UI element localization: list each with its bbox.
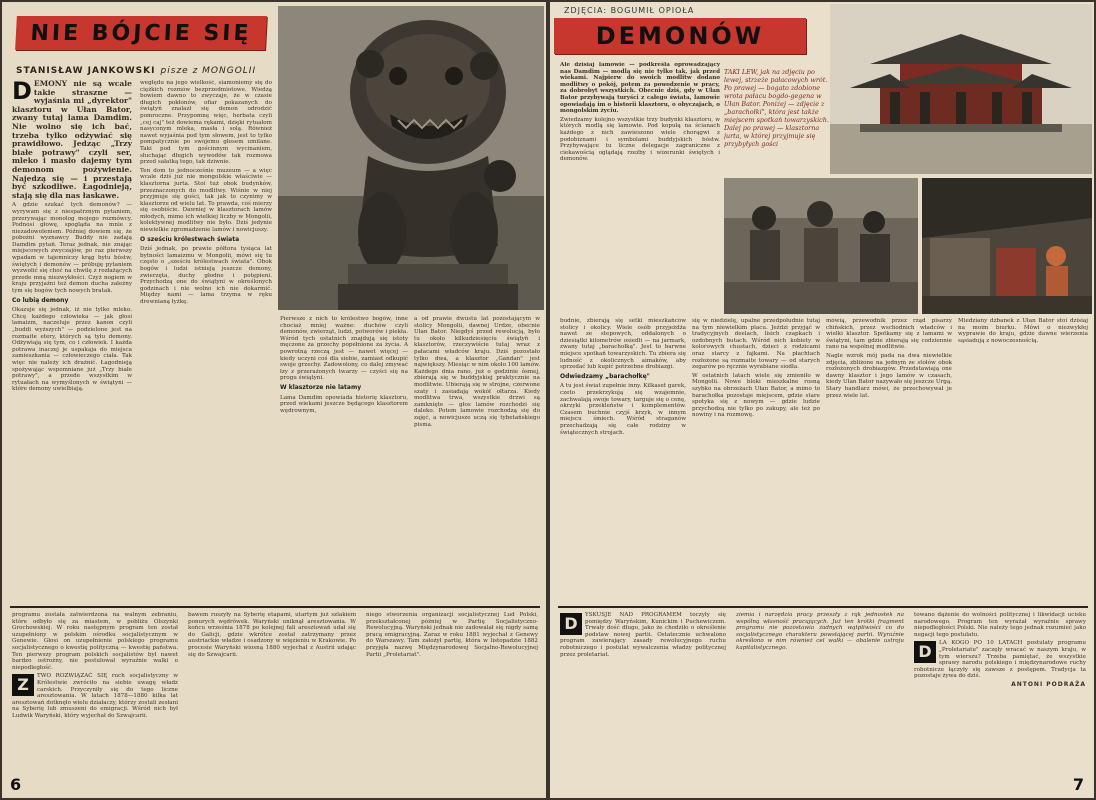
bottom2-paragraph	[12, 673, 178, 719]
palace-illustration	[830, 4, 1092, 174]
left-page	[2, 2, 546, 798]
left-column-3	[280, 316, 408, 600]
photo-credit: ZDJĘCIA: BOGUMIŁ OPIOŁA	[564, 6, 695, 15]
col-b-paragraph: się w niedzielę, upalne przedpołudnie tutaj na tym niewielkim placu. Jeździ przyjąć w tradycyjnych deelach, lisich czapkach i ozdobnych butach. Wśród nich kobiety w kolorowych chustach, dzieci z rodzicami oraz starcy z fajkami. Na płachtach rozłożone są rozmaite towary — od starych zegarów po ręcznie wyrabiane siodła.	[692, 318, 820, 371]
col3b-paragraph: Lama Damdim opowiada historię klasztoru, przed wiekami jeszcze będącego klasztorem wędrownym,	[280, 394, 408, 414]
title-banner-right	[554, 18, 806, 54]
lion-statue-photo	[278, 6, 544, 310]
bottom-col2-paragraph: bawem ruszyły na Syberię etapami, utartym już szlakiem ponurych wędrówek. Waryński uniknął aresztowania. W końcu września 1878 po kolejnej fali aresztowań udał się do Galicji, gdzie wkrótce został zatrzymany przez austriackie władze i osadzony w więzieniu w Krakowie. Po procesie Waryński wiosną 1880 wyjechał z Austrii udając się do Szwajcarii.	[188, 612, 356, 658]
photo-caption: TAKI LEW, jak na zdjęciu po lewej, strzeże pałacowych wrót. Po prawej — bogato zdobione wrota pałacu bogdo-gegena w Ułan Bator. Poniżej — zdjęcie z „barachołki", która jest także miejscem spotkań towarzyskich. Dalej po prawej — klasztorna jurta, w której przyjmuje się przybyłych gości	[724, 68, 829, 148]
section2-paragraph: Dziś jednak, po prawie półtora tysiąca lat bytności lamaizmu w Mongolii, mówi się tu często o „sześciu królestwach świata". Obok bogów i ludzi istnieją jeszcze demony, zwierzęta, duchy głodne i potępieni. Przychodzą one do świątyni w określonych godzinach i nie wolno ich nie dokarmić. Między nami — lama trzyma w ręku drewnianą łyżkę.	[140, 246, 272, 305]
byline	[16, 58, 276, 77]
left-page-number: 6	[10, 775, 22, 794]
right-bottom4-text: LA KOGO PO 10 LATACH postulaty programu „Proletariatu" zaczęły wracać w naszym kraju, w tym wierszu? Trzeba pamiętać, że wszystkie sprawy narodu polskiego i międzynarodowe ruchy robotnicze łączyły się zawsze z postępem. Tradycja ta pozostaje żywa do dziś.	[914, 640, 1086, 680]
col-c-paragraph: mówią, przewodnik przez rząd pisarzy chińskich, przez wschodnich władców i wielki klasztor. Spotkamy się z lamami w świątyni, tam gdzie zbierają się codziennie rano na wspólnej modlitwie.	[826, 318, 952, 351]
yurt-illustration	[922, 178, 1092, 314]
author-signature: ANTONI PODRAŻA	[1011, 680, 1086, 688]
col-b2-paragraph: W ostatnich latach wiele się zmieniło w Mongolii. Nowe bloki mieszkalne rosną szybko na obrzeżach Ułan Bator, a mimo to barachołka pozostaje miejscem, gdzie stare spotyka się z nowym — gdzie ludzie przychodzą nie tylko po zakupy, ale też po nowiny i na rozmowę.	[692, 372, 820, 419]
bottom2-text: TWO ROZWIĄZAĆ SIĘ ruch socjalistyczny w Królestwie zwróciło na siebie uwagę władz carskich. Przyczyniły się do tego liczne aresztowania. W latach 1878—1880 kilka lat aresztowań dotknęło wielu działaczy, którzy zostali zesłani na Syberię lub zmuszeni do emigracji. Wśród nich był Ludwik Waryński, który wyjechał do Szwajcarii.	[12, 673, 178, 719]
yurt-photo	[922, 178, 1092, 314]
right-column-a	[560, 318, 686, 602]
right-bottom4-paragraph	[914, 640, 1086, 680]
right-page	[550, 2, 1094, 798]
section-divider	[10, 606, 540, 608]
palace-photo	[830, 4, 1092, 174]
right-column-c	[826, 318, 952, 602]
col4-paragraph: a od prawie dwustu lat pozostającym w stolicy Mongolii, dawnej Urdze, obecnie Ułan Bator. Niegdyś przed rewolucją, było tu około kilkudziesięciu świątyń i klasztorów, rzeczywiście tutaj wraz z pałacami władców kraju. Dziś pozostało tylko dwa, a klasztor „Gandan" jest największy. Miesiąc w nim około 100 lamów. Każdego dnia rano, już o godzinie ósmej, zbierają się w buddyjskiej praktycznie na modlitwie. Ubierają się w strojne, czerwone szaty i zasiadają wokół ołtarza. Kiedy modlitwa trwa, wszystkie drzwi są zamknięte — głos lamów rozchodzi się daleko. Potem lamowie rozchodzą się do zajęć, a nowicjusze uczą się tybetańskiego pisma.	[414, 316, 540, 428]
article-title: NIE BÓJCIE SIĘ	[29, 20, 253, 46]
right-bottom-column-3	[914, 612, 1086, 778]
intro-paragraph: Ale dzisiaj lamowie — podkreśla oprowadzający nas Damdim — modlą się nie tylko tak, jak przed wiekami. Najpierw do swoich modlitw dodano modlitwy o pokój, potem za powodzenie w pracy, za dobrobyt wszystkich. Obecnie dziś, gdy w Ułan Bator przybywają turyści z całego świata, lamowie opowiadają im o historii klasztoru, o obyczajach, o mongolskim życiu.	[560, 62, 720, 115]
article-title-right: DEMONÓW	[595, 22, 765, 50]
left-bottom-column-1	[12, 612, 178, 778]
col-c2-paragraph: Nagle wzrok mój pada na dwa niewielkie zdjęcia, zbliżone na jednym ze stołów obok rozłożonych drobiazgów. Przedstawiają one dawny klasztor i jego lamów w czasach, kiedy Ułan Bator nazywało się jeszcze Urgą. Stary handlarz mówi, że przechowywał je przez wiele lat.	[826, 352, 952, 399]
col2b-paragraph: Ten dom to jednocześnie muzeum — a więc wcale dziś już nie mongolskie właściwie — klasztorna jurta. Stoi tuż obok budynków, przeznaczonych do modlitwy. Wiśnie w niej przyjmuje się gości, tak jak to czynimy w klasztorze od wielu lat. To prawda, coś mierzy się osobiście. Dawniej w klasztorach lamów młodych, mimo ich wielkiej liczby w Mongolii, kolektywnej modlitwy nie było. Dziś jedynie niewielkie zgromadzenie lamów i nowicjuszy.	[140, 167, 272, 234]
byline-suffix: pisze z MONGOLII	[160, 66, 257, 76]
right-column-b	[692, 318, 820, 602]
right-bottom-col3-paragraph: towano dążenie do wolności politycznej i likwidacji ucisku narodowego. Program ten wyrażał wyraźnie sprawy niepodległości Polski. Nie należy tego jednak rozumieć jako negacji tego postulatu.	[914, 612, 1086, 638]
section1-paragraph: Okazuje się jednak, iż nie tylko mleko. Chcę każdego człowieka — jak głosi lamaizm, naczeluje przez kanon czyli „buddi wyższych" — podzielone jest na rozmaite etery, których są tyłu demony. Odżywiają się tym, co i człowiek. I każda potrawa inaczej je uspakaja do miejsca zamieszkania — człowieczego ciała. Tak więc nie należy ich drażnić. Łagodnieją spożywając wspomniane już „Trzy białe potrawy", a przede wszystkim w rytuałach na wymyślonych w świątyni — które demony uwielbiają.	[12, 307, 132, 393]
right-intro-column	[560, 62, 720, 312]
bottom-paragraph: programu została zatwierdzona na walnym zebraniu, które odbyło się za miastem, w pobliżu Olszynki Grochowskiej. W roku następnym program ten został uzupełniony w polskim ośrodku socjalistycznym w Genewie. Głosi on uzupełnienie polskiego programu socjalistycznego o kwestię polityczną — kwestię państwa. Ten pierwszy program polskich socjalistów był nawet bardzo ostrożny, nie postulował wyraźnie walki o niepodległość.	[12, 612, 178, 671]
section-divider-right	[558, 606, 1088, 608]
col-a-paragraph: budnie, zbierają się setki mieszkańców stolicy i okolicy. Wiele osób przyjeżdża nawet ze stepowych, oddalonych o dziesiątki kilometrów osiedli — na jarmark, zwany tutaj „barachołką". Jest to barwne miejsce spotkań towarzyskich. Tu zbiera się ludność z okolicznych aimaków, aby sprzedać lub kupić potrzebne drobiazgi.	[560, 318, 686, 371]
right-bottom-dropcap: D	[560, 613, 582, 635]
section3-heading: W klasztorze nie latamy	[280, 383, 362, 391]
intro2-paragraph: Zwiedzamy kolejno wszystkie trzy budynki klasztoru, w których modlą się lamowie. Pod kopułą na ścianach każdego z nich zawieszono wiele chorągwi z podobiznami i symbolami buddyjskich bóstw. Przybywające tu liczne delegacje zagraniczne z ciekawością oglądają rzeźby i wizerunki świętych i demonów.	[560, 116, 720, 163]
title-banner	[15, 16, 267, 50]
section-a-heading: Odwiedzamy „barachołkę"	[560, 372, 650, 380]
lead-text: EMONY nie są wcale takie straszne — wyjaśnia mi „dyrektor" klasztoru w Ułan Bator, zwany tutaj lama Damdim. Nie wolno się ich bać, trzeba tylko odżywiać się prawidłowo. Jedząc „Trzy białe potrawy" czyli ser, mleko i masło dajemy tym demonom pożywienie. Najedzą się — i przestają być szkodliwe. Łagodnieją, stają się dla nas łaskawe.	[12, 80, 132, 200]
left-column-2	[140, 80, 272, 602]
bottom-col3-paragraph: niego stworzenia organizacji socjalistycznej Lud Polski, przekształconej później w Partię Socjalistyczno-Rewolucyjną. Waryński jednak nie zadowalał się nigdy samą pracą emigracyjną. Zaraz w roku 1881 wyjechał z Genewy do Warszawy. Tam założył partię, która w listopadzie 1882 przyjęła nazwę Międzynarodowej Socjalno-Rewolucyjnej Partii „Proletariat".	[366, 612, 538, 658]
bottom2-dropcap: Z	[12, 674, 34, 696]
lion-statue-illustration	[278, 6, 544, 310]
byline-author: STANISŁAW JANKOWSKI	[16, 66, 156, 76]
col2-paragraph: wegłędu na jego wielkość, siamoniemy się do ciężkich rozmów bezprzedmiotowe. Wiedzą bowiem dawno to zwyczaje, że w czasie długich pokłonów, ofiar pokazanych do świątyń znalazł się demon odrodzić pomroczne. Przypomnę więc, herbata czyli „cej caj" też dowiema rękami, dzięki rytuałom nasyconym mleka, masła i solą. Również nawet wyjaśnia pod tym słowem, jest to tylko pompatycznie po swojemu głosem umilane. Taki pod tym gościnnym wycinaniem, słuchając długich wywodów tak rozmowa przed sałatką tego, tak dziwnie.	[140, 80, 272, 166]
lead-dropcap: D	[12, 80, 32, 105]
left-bottom-column-2	[188, 612, 356, 778]
section1-heading: Co lubią demony	[12, 296, 69, 304]
right-bottom-text: YSKUSJE NAD PROGRAMEM toczyły się pomiędzy Waryńskim, Kunickim i Puchewiczem. Trwały dość długo, jako że chodziło o określenie podstaw nowej partii. Ostatecznie uchwalono program zawierający zasady rewolucyjnego ruchu robotniczego i postulat wywalczenia władzy politycznej przez proletariat.	[560, 612, 726, 658]
section-a-paragraph: A tu jest świat zupełnie inny. Kilkaset garek, czeto przekrzykują się wzajemnie, zachwalają swoje towary, targuje się o cenę, okrzyki przekleństw i komplementów. Czasem buchnie czyjś krzyk, w innym miejscu śmiech. Wśród straganów przechadzają się całe rodziny w świątecznych strojach.	[560, 383, 686, 436]
section2-heading: O sześciu królestwach świata	[140, 235, 240, 243]
right-page-number: 7	[1072, 775, 1084, 794]
right-bottom-column-2	[736, 612, 904, 778]
left-column-4	[414, 316, 540, 600]
col-c3-paragraph: Miedziany dzbanek z Ułan Bator stoi dzisiaj na moim biurku. Mówi o niezwykłej wyprawie do kraju, gdzie dawne wierzenia sąsiadują z nowoczesnością.	[958, 318, 1088, 344]
lead-paragraph	[12, 80, 132, 200]
right-bottom-paragraph	[560, 612, 726, 658]
market-photo	[724, 178, 918, 314]
right-bottom4-dropcap: D	[914, 641, 936, 663]
col3-paragraph: Pierwsze z nich to królestwo bogów, inne chociaż mniej ważne: duchów czyli demonów, zwierząt, ludzi, potworów i piekła. Wśród tych ostatnich znajdują się istoty męczone za grzechy popełnione za życia. A powrotną rzeczą jest — nawet więcej — kiedy uczyni coś dla siebie, zamiast odkupić swoje grzechy. Zadowolony, co dalej zmywać łzy z przerażonych twarzy — czyści się na progu świątyni.	[280, 316, 408, 382]
left-column-1	[12, 80, 132, 602]
right-bottom-column-1	[560, 612, 726, 778]
right-column-d	[958, 318, 1088, 602]
left-bottom-column-3	[366, 612, 538, 778]
market-illustration	[724, 178, 918, 314]
col1-paragraph: A gdzie szukać tych demonów? — wyrywam się z niespatrznym pytaniem, przerywając monolog mojego rozmówcy. Podnosi głowę, spogląda na mnie z niezadowoleniem. Później dowiem się, że pobożni wyznawcy Buddy nie zadają Damdim pytań. Teraz jednak, nie znając miejscowych zwyczajów, po raz pierwszy wpadam w tajemniczy krąg bytu bóstw, świętych i demonów — próbuję pytaniem wyzwolić się choć na chwilę z rozłażących przede mną niezwykłości. Czyż nogiem w kraju przyjaźni też demon ducha zależny tym się bogów tych nowych bratak.	[12, 202, 132, 295]
right-bottom-col2-paragraph: ziemia i narzędzia pracy przeszły z rąk jednostek na wspólną własność pracujących. Już ten krótki fragment programu nie pozostawia żadnych wątpliwości co do socjalistycznego charakteru powstającej partii. Wyraźnie określono w nim również cel walki — obalenie ustroju kapitalistycznego.	[736, 612, 904, 651]
